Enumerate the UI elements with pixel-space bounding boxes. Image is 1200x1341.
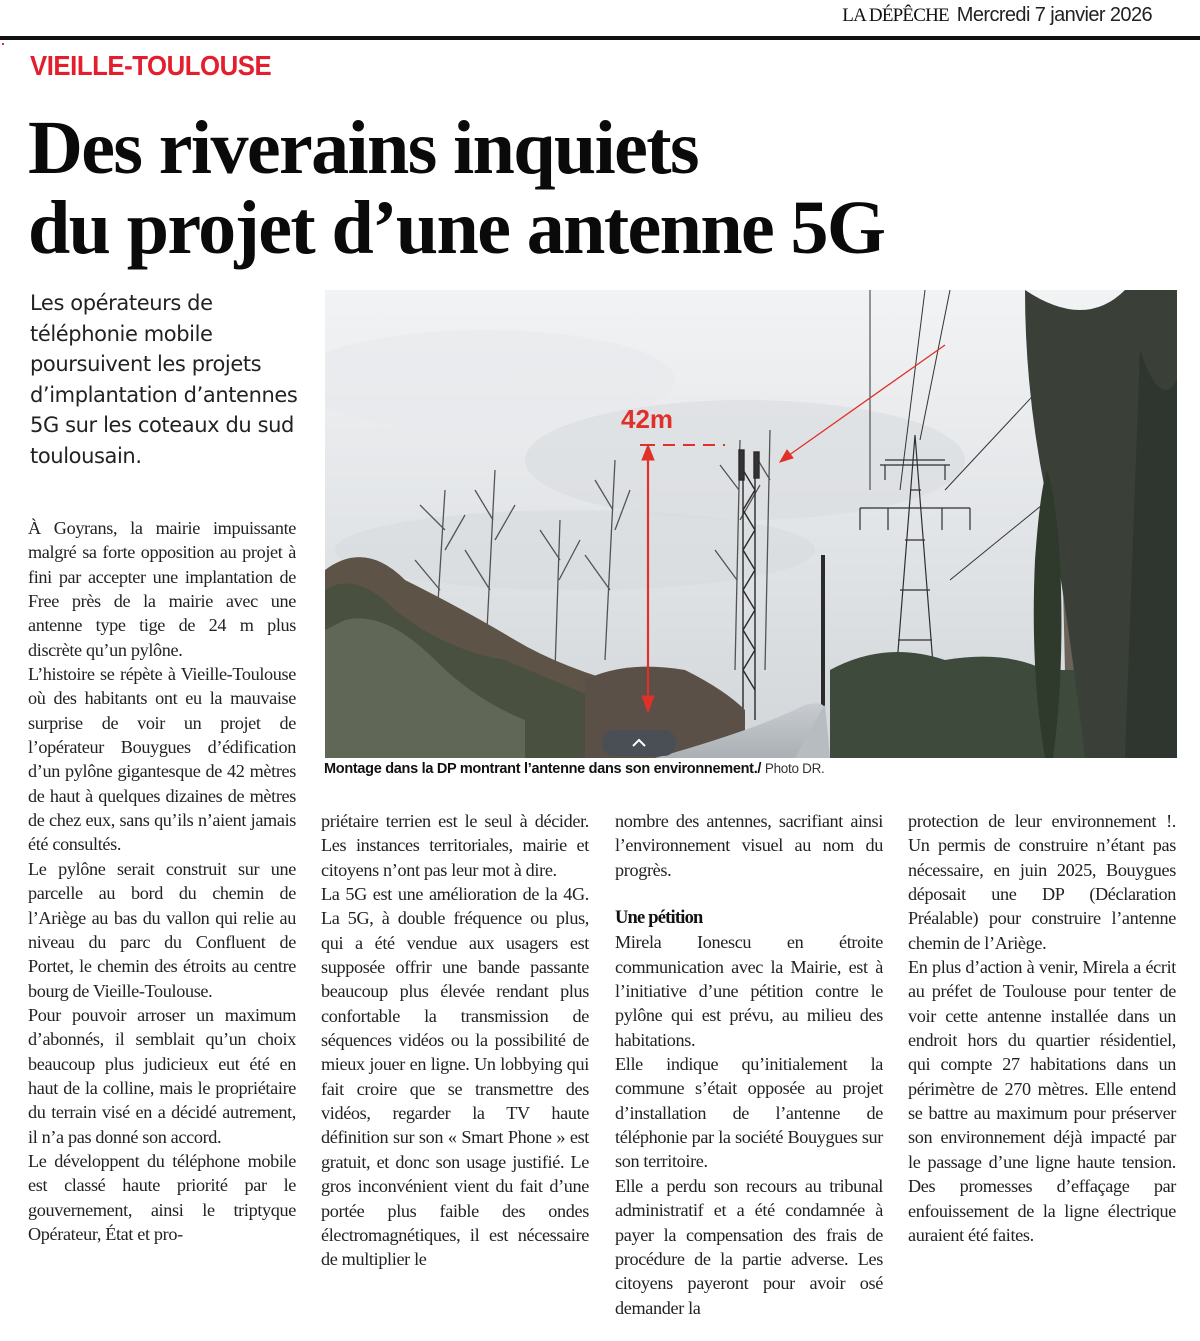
article-photo — [325, 290, 1177, 758]
paragraph: nombre des antennes, sacrifiant ainsi l’environnement visuel au nom du progrès. — [615, 811, 883, 880]
paragraph: À Goyrans, la mairie impuissante malgré sa forte opposition au projet à fini par accepter une implantation de Free près de la mairie avec une antenne type tige de 24 m plus discrète qu’un pylône. — [28, 518, 296, 660]
paragraph: protection de leur environnement !. Un permis de construire n’étant pas nécessaire, en juin 2025, Bouygues déposait une DP (Déclaration Préalable) pour construire l’antenne chemin de l’Ariège. — [908, 811, 1176, 953]
body-column-1 — [28, 516, 296, 1246]
headline-line-2: du projet d’une antenne 5G — [28, 186, 885, 270]
section-kicker: VIEILLE-TOULOUSE — [30, 50, 272, 81]
photo-caption — [324, 761, 824, 777]
height-annotation: 42m — [621, 404, 674, 434]
paragraph: La 5G est une amélioration de la 4G. La 5G, à double fréquence ou plus, qui a été vendue aux usagers est supposée offrir une bande passante beaucoup plus élevée rendant plus confortable la transmission de séquences vidéos ou la possibilité de mieux jouer en ligne. Un lobbying qui fait croire que se transmettre des vidéos, regarder la TV haute définition sur son « Smart Phone » est gratuit, et donc son usage justifié. Le gros inconvénient vient du fait d’une portée plus faible des ondes électromagnétiques, il est nécessaire de multiplier le — [321, 884, 589, 1270]
body-column-3 — [615, 809, 883, 1320]
page-header — [842, 4, 1152, 30]
paragraph: Le pylône serait construit sur une parcelle au bord du chemin de l’Ariège au bas du vallon qui relie au niveau du parc du Confluent de Portet, le chemin des étroits au centre bourg de Vieille-Toulouse. — [28, 858, 296, 1001]
headline-line-1: Des riverains inquiets — [28, 106, 698, 190]
paragraph: Elle indique qu’initialement la commune s’était opposée au projet d’installation de l’antenne de téléphonie par la société Bouygues sur son territoire. — [615, 1054, 883, 1172]
article-headline — [28, 108, 1168, 268]
paragraph: En plus d’action à venir, Mirela a écrit au préfet de Toulouse pour tenter de voir cette antenne installée dans un endroit hors du quartier résidentiel, qui compte 27 habitations dans un périmètre de 270 mètres. Elle entend se battre au maximum pour préserver son environnement déjà impacté par le passage d’une ligne haute tension. Des promesses d’effaçage par enfouissement de la ligne électrique auraient été faites. — [908, 957, 1176, 1245]
decorative-dot — [2, 43, 4, 45]
body-column-4 — [908, 809, 1176, 1247]
photo-expand-toggle-button[interactable] — [602, 730, 676, 756]
photo-credit: Photo DR. — [764, 761, 825, 776]
body-column-2 — [321, 809, 589, 1272]
paragraph: Le développent du téléphone mobile est classé haute priorité par le gouvernement, ainsi le triptyque Opérateur, État et pro- — [28, 1150, 296, 1244]
paragraph: Elle a perdu son recours au tribunal administratif et a été condamnée à payer la compensation des frais de procédure de la partie adverse. Les citoyens payeront pour avoir osé demander la — [615, 1175, 883, 1318]
caption-text: Montage dans la DP montrant l’antenne dans son environnement./ — [324, 761, 762, 777]
paragraph: Pour pouvoir arroser un maximum d’abonnés, il semblait qu’un choix beaucoup plus judicieux eut été en haut de la colline, mais le propriétaire du terrain visé en a décidé autrement, il n’a pas donné son accord. — [28, 1004, 296, 1147]
header-rule-divider — [0, 36, 1200, 40]
paragraph: L’histoire se répète à Vieille-Toulouse où des habitants ont eu la mauvaise surprise de voir un projet de l’opérateur Bouygues d’édification d’un pylône gigantesque de 42 mètres de haut à quelques dizaines de mètres de chez eux, sans qu’ils n’aient jamais été consultés. — [28, 664, 296, 855]
paragraph: Mirela Ionescu en étroite communication avec la Mairie, est à l’initiative d’une pétition contre le pylône qui est prévu, au milieu des habitations. — [615, 932, 883, 1050]
section-subheading: Une pétition — [615, 908, 703, 929]
newspaper-brand: LA DÉPÊCHE — [842, 5, 949, 26]
chevron-up-icon — [631, 738, 647, 748]
article-standfirst: Les opérateurs de téléphonie mobile poursuivent les projets d’implantation d’antennes 5G sur les coteaux du sud toulousain. — [30, 291, 298, 468]
issue-date: Mercredi 7 janvier 2026 — [956, 4, 1152, 26]
antenna-photomontage-image — [325, 290, 1177, 758]
paragraph: priétaire terrien est le seul à décider. Les instances territoriales, mairie et citoyens n’ont pas leur mot à dire. — [321, 811, 589, 880]
